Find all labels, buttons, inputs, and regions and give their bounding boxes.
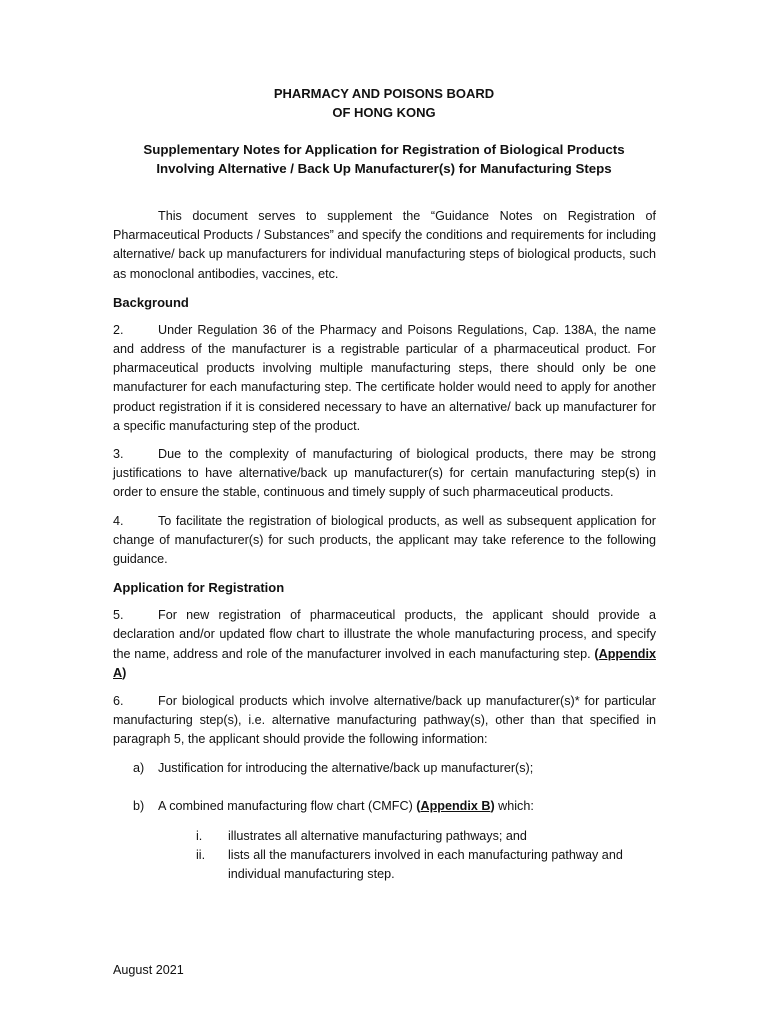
- intro-paragraph: This document serves to supplement the “Guidance Notes on Registration of Pharmaceutical Products / Substances” and specify the conditions and requirements for including alternative/ back up manufacturers for individual manufacturing steps of biological products, such as monoclonal antibodies, vaccines, etc.: [113, 209, 656, 281]
- paragraph-text: To facilitate the registration of biological products, as well as subsequent application for change of manufacturer(s) for such products, the applicant may take reference to the following guidance.: [113, 513, 656, 567]
- sublist-item: [196, 846, 656, 884]
- issuing-body: [0, 84, 768, 122]
- document-body: [113, 207, 656, 904]
- list-marker: b): [133, 798, 145, 813]
- paragraph-6: [113, 692, 656, 750]
- cmfc-sublist: [158, 827, 656, 885]
- paren-open: (: [594, 646, 599, 661]
- paragraph-number: 4.: [113, 513, 124, 528]
- list-item-a: [133, 759, 656, 778]
- list-text-after: which:: [498, 798, 534, 813]
- list-text: A combined manufacturing flow chart (CMFC): [158, 798, 413, 813]
- title-line-1: Supplementary Notes for Application for Registration of Biological Products: [143, 142, 625, 157]
- org-line-2: OF HONG KONG: [332, 105, 436, 120]
- list-item-b: [133, 797, 656, 885]
- paren-close: ): [490, 798, 495, 813]
- sublist-item: [196, 827, 656, 846]
- requirements-list: [113, 759, 656, 885]
- org-line-1: PHARMACY AND POISONS BOARD: [273, 86, 495, 101]
- paragraph-number: 3.: [113, 447, 124, 462]
- paragraph-number: 6.: [113, 694, 124, 709]
- appendix-b-link[interactable]: Appendix B: [420, 798, 491, 813]
- application-heading: Application for Registration: [113, 580, 285, 596]
- sublist-text: illustrates all alternative manufacturing pathways; and: [228, 829, 527, 844]
- appendix-a-link[interactable]: Appendix A: [113, 646, 656, 680]
- document-title: [0, 140, 768, 178]
- paragraph-text: Under Regulation 36 of the Pharmacy and Poisons Regulations, Cap. 138A, the name and address of the manufacturer is a registrable particular of a pharmaceutical product. For pharmaceutical products involving multiple manufacturing steps, there should only be one manufacturer for each manufacturing step. The certificate holder would need to apply for another product registration if it is considered necessary to have an alternative/ back up manufacturer for a specific manufacturing step of the product.: [113, 322, 656, 433]
- background-heading: Background: [113, 294, 189, 310]
- paragraph-number: 5.: [113, 608, 124, 623]
- paragraph-2: [113, 321, 656, 436]
- paragraph-3: [113, 445, 656, 503]
- paragraph-5: [113, 606, 656, 683]
- sublist-marker: ii.: [196, 848, 206, 863]
- paren-close: ): [122, 665, 127, 680]
- sublist-marker: i.: [196, 829, 203, 844]
- paragraph-text: For new registration of pharmaceutical products, the applicant should provide a declaration and/or updated flow chart to illustrate the whole manufacturing process, and specify the name, address and role of the manufacturer involved in each manufacturing step.: [113, 608, 656, 661]
- paragraph-number: 2.: [113, 322, 124, 337]
- title-line-2: Involving Alternative / Back Up Manufacturer(s) for Manufacturing Steps: [156, 161, 612, 176]
- footer-date: August 2021: [113, 963, 184, 977]
- paragraph-4: [113, 512, 656, 570]
- sublist-text: lists all the manufacturers involved in each manufacturing pathway and individual manufacturing step.: [228, 848, 623, 882]
- paragraph-text: Due to the complexity of manufacturing of biological products, there may be strong justifications to have alternative/back up manufacturer(s) for certain manufacturing step(s) in order to ensure the stable, continuous and timely supply of such pharmaceutical products.: [113, 447, 656, 500]
- paragraph-text: For biological products which involve alternative/back up manufacturer(s)* for particular manufacturing step(s), i.e. alternative manufacturing pathway(s), other than that specified in paragraph 5, the applicant should provide the following information:: [113, 694, 656, 747]
- list-text: Justification for introducing the alternative/back up manufacturer(s);: [158, 760, 534, 775]
- list-marker: a): [133, 760, 145, 775]
- paren-open: (: [416, 798, 421, 813]
